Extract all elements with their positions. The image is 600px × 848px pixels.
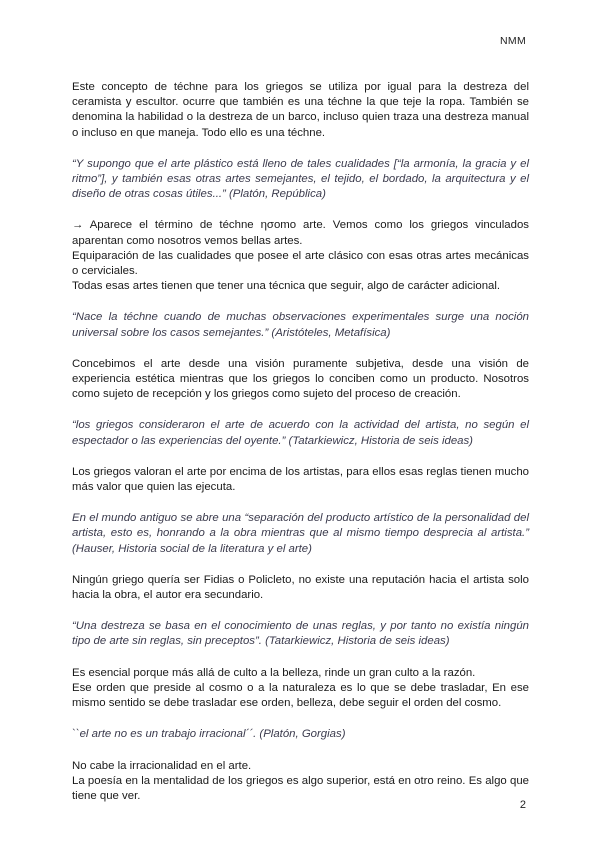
quote-hauser: En el mundo antiguo se abre una “separación del producto artístico de la personalidad del artista, esto es, honrando a la obra mientras que al mismo tiempo desprecia al artista.” (Hauser, Historia social de la literatura y el arte) [72,512,529,555]
page-number: 2 [519,799,526,811]
quote-tatarkiewicz-1: “los griegos consideraron el arte de acuerdo con la actividad del artista, no según el espectador o las experiencias del oyente.” (Tatarkiewicz, Historia de seis ideas) [72,419,529,447]
paragraph-equiparacion: Equiparación de las cualidades que posee el arte clásico con esas otras artes mecánicas o cerviciales. [72,249,529,278]
paragraph-culto-razon: Es esencial porque más allá de culto a la belleza, rinde un gran culto a la razón. [72,666,476,679]
paragraph-fidias: Ningún griego quería ser Fidias o Policleto, no existe una reputación hacia el artista solo hacia la obra, el autor era secundario. [72,573,529,602]
quote-platon-republica: “Y supongo que el arte plástico está lleno de tales cualidades [“la armonía, la gracia y el ritmo”], y también esas otras artes semejantes, el tejido, el bordado, la arquitectura y el diseño de otras cosas útiles...” (Platón, República) [72,157,529,201]
paragraph-poesia: La poesía en la mentalidad de los griegos es algo superior, está en otro reino. Es algo que tiene que ver. [72,774,529,802]
header-initials: NMM [500,35,526,47]
paragraph-tecnica: Todas esas artes tienen que tener una técnica que seguir, algo de carácter adicional. [72,280,501,293]
quote-tatarkiewicz-2: “Una destreza se basa en el conocimiento de unas reglas, y por tanto no existía ningún tipo de arte sin reglas, sin preceptos”. (Tatarkiewicz, Historia de seis ideas) [72,620,529,648]
quote-aristoteles: “Nace la téchne cuando de muchas observaciones experimentales surge una noción universal sobre los casos semejantes.” (Aristóteles, Metafísica) [72,311,529,339]
paragraph-techne-concept: Este concepto de téchne para los griegos se utiliza por igual para la destreza del ceramista y escultor. ocurre que también es una téchne la que teje la ropa. También se denomina la habilidad o la destreza de un barco, incluso quien traza una destreza manual o incluso en que maneja. Todo ello es una téchne. [72,81,529,139]
paragraph-orden-cosmo: Ese orden que preside al cosmo o a la naturaleza es lo que se debe trasladar, En ese mismo sentido se debe trasladar ese orden, belleza, debe seguir el orden del cosmo. [72,681,529,710]
quote-platon-gorgias: ``el arte no es un trabajo irracional´´. (Platón, Gorgias) [72,728,346,741]
paragraph-vision-subjetiva: Concebimos el arte desde una visión puramente subjetiva, desde una visión de experiencia estética mientras que los griegos lo conciben como un producto. Nosotros como sujeto de recepción y los griegos como sujeto del proceso de creación. [72,357,529,401]
paragraph-techne-as-art: → Aparece el término de téchne ησomo arte. Vemos como los griegos vinculados aparentan como nosotros vemos bellas artes. [72,219,529,247]
paragraph-valoran-arte: Los griegos valoran el arte por encima de los artistas, para ellos esas reglas tienen mucho más valor que quien las ejecuta. [72,465,529,494]
page-body [72,80,529,804]
paragraph-irracionalidad: No cabe la irracionalidad en el arte. [72,759,252,772]
